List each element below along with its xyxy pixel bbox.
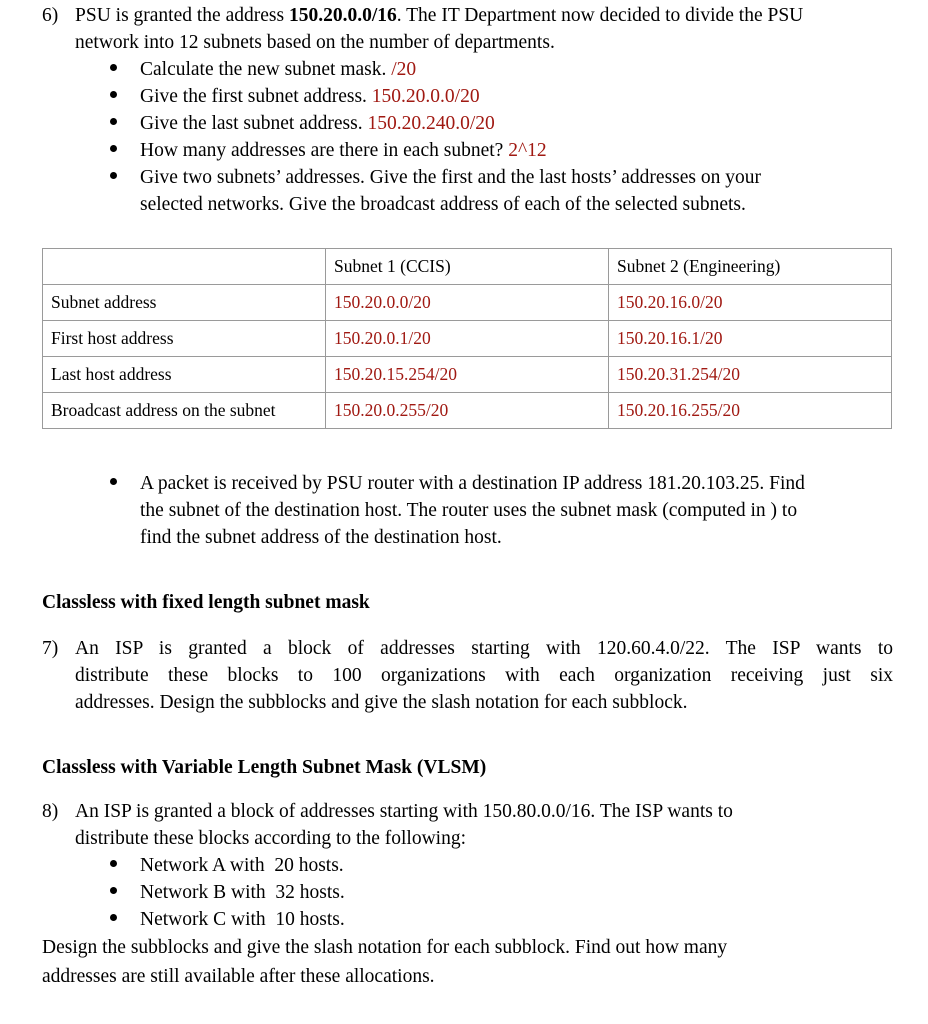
q6-bullet-2: Give the first subnet address. 150.20.0.0/20	[140, 86, 480, 107]
bullet-icon	[110, 118, 117, 125]
q6-bullet-5-line1: Give two subnets’ addresses. Give the first and the last hosts’ addresses on your	[140, 167, 761, 188]
bullet-icon	[110, 860, 117, 867]
bullet-icon	[110, 145, 117, 152]
q6-bullet-4: How many addresses are there in each subnet? 2^12	[140, 140, 547, 161]
q6-line1-pre: PSU is granted the address	[75, 5, 289, 26]
subnet2-value: 150.20.16.0/20	[609, 285, 892, 321]
table-header-cell: Subnet 1 (CCIS)	[326, 249, 609, 285]
q8-closing1: Design the subblocks and give the slash notation for each subblock. Find out how many	[42, 937, 728, 958]
answer: /20	[391, 59, 417, 80]
q7-line1: An ISP is granted a block of addresses starting with 120.60.4.0/22. The ISP wants to	[75, 638, 893, 659]
table-row	[43, 321, 892, 357]
q6-bullet-5-line2: selected networks. Give the broadcast address of each of the selected subnets.	[140, 194, 746, 215]
q8-closing2: addresses are still available after these allocations.	[42, 966, 435, 987]
table-row	[43, 357, 892, 393]
q6-line1-post: . The IT Department now decided to divide the PSU	[396, 5, 804, 26]
table-row	[43, 393, 892, 429]
q6-address: 150.20.0.0/16	[288, 5, 397, 26]
answer: 2^12	[508, 140, 547, 161]
q8-line1: An ISP is granted a block of addresses starting with 150.80.0.0/16. The ISP wants to	[75, 801, 733, 822]
subnet2-value: 150.20.16.1/20	[609, 321, 892, 357]
subnet1-value: 150.20.0.255/20	[326, 393, 609, 429]
bullet-icon	[110, 91, 117, 98]
subnet1-value: 150.20.0.1/20	[326, 321, 609, 357]
bullet-icon	[110, 64, 117, 71]
table-header-cell	[43, 249, 326, 285]
row-label: Subnet address	[43, 285, 326, 321]
q6-line1	[75, 2, 803, 29]
subnet2-value: 150.20.31.254/20	[609, 357, 892, 393]
subnet1-value: 150.20.0.0/20	[326, 285, 609, 321]
row-label: Broadcast address on the subnet	[43, 393, 326, 429]
q8-number: 8)	[42, 801, 59, 822]
table-row	[43, 285, 892, 321]
bullet-icon	[110, 914, 117, 921]
subnet-table	[42, 248, 892, 429]
q7-line2: distribute these blocks to 100 organizations with each organization receiving just six	[75, 665, 893, 686]
table-header-cell: Subnet 2 (Engineering)	[609, 249, 892, 285]
row-label: Last host address	[43, 357, 326, 393]
q8-line2: distribute these blocks according to the following:	[75, 828, 466, 849]
subnet2-value: 150.20.16.255/20	[609, 393, 892, 429]
answer: 150.20.0.0/20	[371, 86, 480, 107]
q6-bullet-3: Give the last subnet address. 150.20.240.0/20	[140, 113, 495, 134]
q7-line3: addresses. Design the subblocks and give the slash notation for each subblock.	[75, 692, 688, 713]
bullet-icon	[110, 478, 117, 485]
table-header-row	[43, 249, 892, 285]
q8-bullet-1: Network A with 20 hosts.	[140, 855, 344, 876]
q8-bullet-2: Network B with 32 hosts.	[140, 882, 345, 903]
packet-line3: find the subnet address of the destination host.	[140, 527, 502, 548]
bullet-icon	[110, 887, 117, 894]
packet-line1: A packet is received by PSU router with a destination IP address 181.20.103.25. Find	[140, 473, 805, 494]
q6-number: 6)	[42, 5, 59, 26]
packet-line2: the subnet of the destination host. The router uses the subnet mask (computed in ) to	[140, 500, 798, 521]
q6-line2: network into 12 subnets based on the number of departments.	[75, 32, 555, 53]
section-heading-fixed: Classless with fixed length subnet mask	[42, 592, 370, 613]
row-label: First host address	[43, 321, 326, 357]
answer: 150.20.240.0/20	[367, 113, 495, 134]
q6-bullet-1: Calculate the new subnet mask. /20	[140, 59, 417, 80]
bullet-icon	[110, 172, 117, 179]
subnet1-value: 150.20.15.254/20	[326, 357, 609, 393]
q7-number: 7)	[42, 638, 59, 659]
section-heading-vlsm: Classless with Variable Length Subnet Mask (VLSM)	[42, 757, 487, 778]
q8-bullet-3: Network C with 10 hosts.	[140, 909, 345, 930]
